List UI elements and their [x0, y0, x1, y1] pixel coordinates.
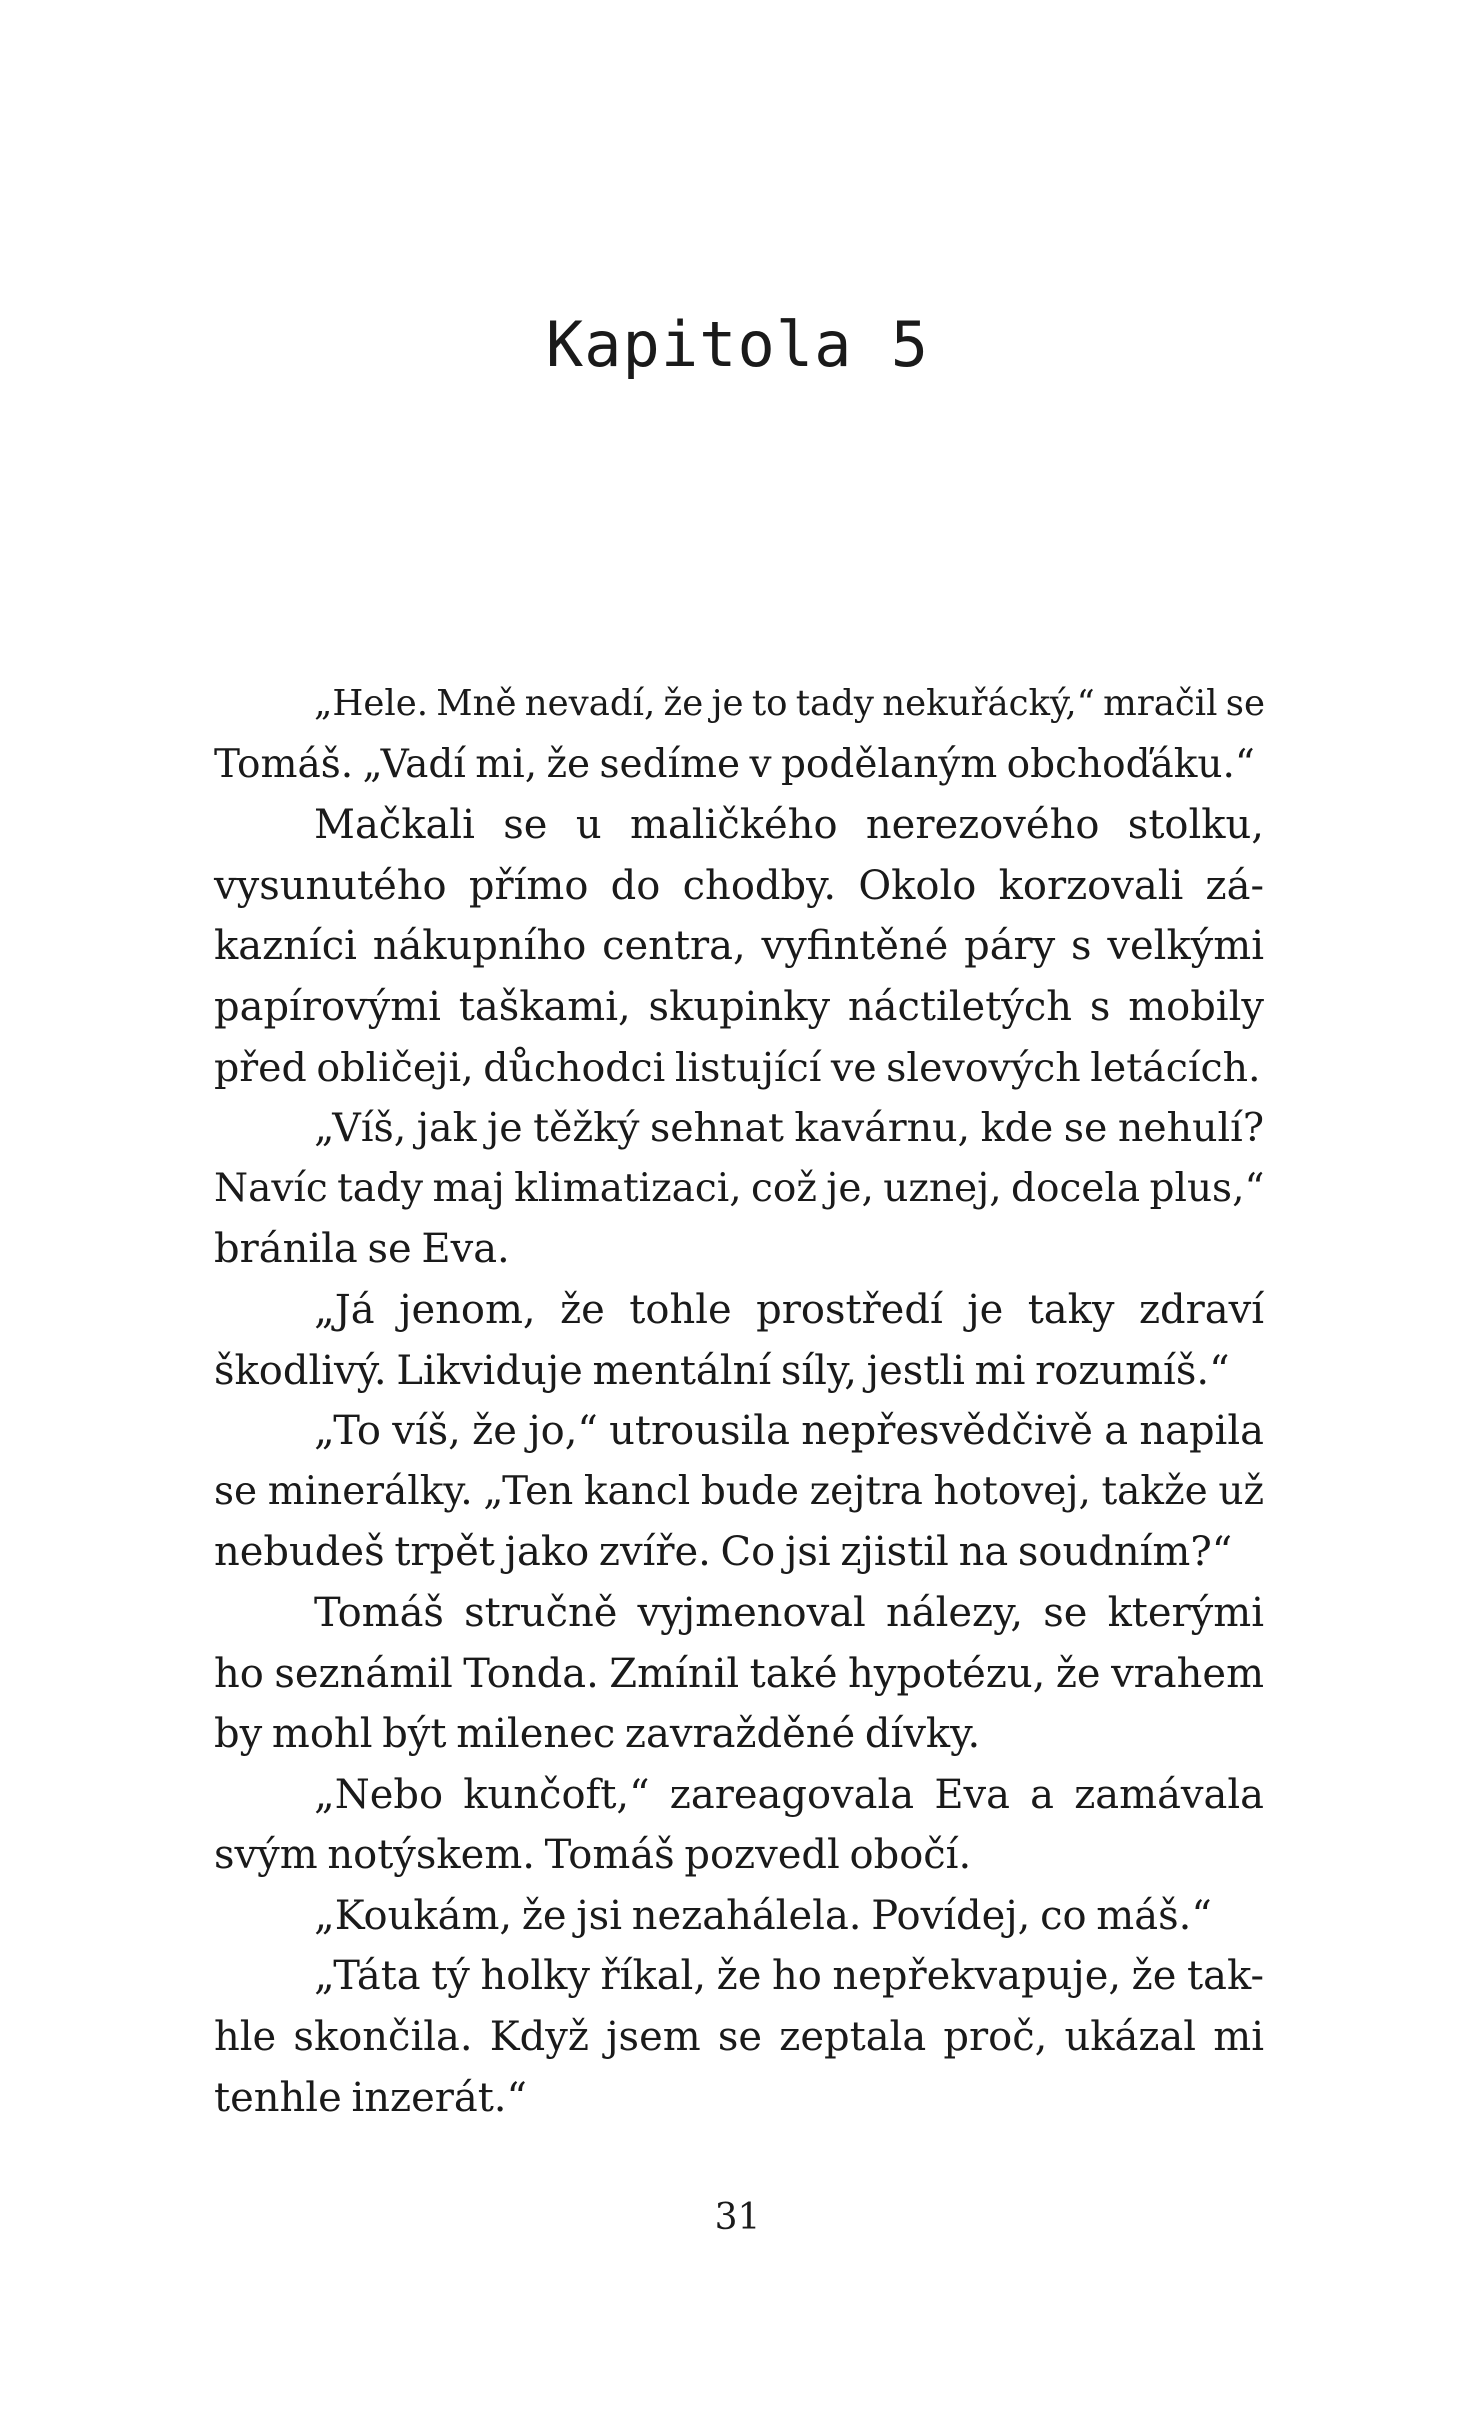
- body-text: [214, 674, 1264, 2128]
- text-line: bránila se Eva.: [214, 1226, 510, 1273]
- text-line: „Víš, jak je těžký sehnat kavárnu, kde se nehulí?: [314, 1105, 1264, 1152]
- text-line: „Koukám, že jsi nezahálela. Povídej, co máš.“: [314, 1892, 1212, 1939]
- text-line: tenhle inzerát.“: [214, 2074, 527, 2121]
- text-line: „Táta tý holky říkal, že ho nepřekvapuje, že tak-: [314, 1953, 1264, 2000]
- text-line: kazníci nákupního centra, vyfintěné páry s velkými: [214, 923, 1264, 970]
- text-line: papírovými taškami, skupinky náctiletých s mobily: [214, 983, 1264, 1030]
- text-line: „Já jenom, že tohle prostředí je taky zdraví: [314, 1286, 1264, 1333]
- text-line: „Nebo kunčoft,“ zareagovala Eva a zamávala: [314, 1771, 1264, 1818]
- text-line: nebudeš trpět jako zvíře. Co jsi zjistil na soudním?“: [214, 1529, 1233, 1576]
- text-line: škodlivý. Likviduje mentální síly, jestli mi rozumíš.“: [214, 1347, 1230, 1394]
- text-line: Tomáš stručně vyjmenoval nálezy, se kterými: [314, 1589, 1264, 1636]
- text-line: hle skončila. Když jsem se zeptala proč, ukázal mi: [214, 2014, 1264, 2061]
- text-line: se minerálky. „Ten kancl bude zejtra hotovej, takže už: [214, 1468, 1264, 1514]
- page-number: 31: [714, 2197, 761, 2238]
- text-line: „Hele. Mně nevadí, že je to tady nekuřácký,“ mračil se: [314, 683, 1265, 724]
- text-line: by mohl být milenec zavražděné dívky.: [214, 1711, 981, 1758]
- text-line: ho seznámil Tonda. Zmínil také hypotézu, že vrahem: [214, 1650, 1264, 1697]
- text-line: Mačkali se u maličkého nerezového stolku,: [314, 802, 1264, 849]
- text-line: „To víš, že jo,“ utrousila nepřesvědčivě a napila: [314, 1408, 1264, 1455]
- text-line: vysunutého přímo do chodby. Okolo korzovali zá-: [214, 862, 1264, 909]
- chapter-title: Kapitola 5: [545, 308, 930, 381]
- text-line: svým notýskem. Tomáš pozvedl obočí.: [214, 1832, 972, 1879]
- text-line: Tomáš. „Vadí mi, že sedíme v podělaným obchoďáku.“: [214, 741, 1255, 787]
- text-line: Navíc tady maj klimatizaci, což je, uznej, docela plus,“: [214, 1165, 1265, 1211]
- text-line: před obličeji, důchodci listující ve slevových letácích.: [214, 1044, 1261, 1091]
